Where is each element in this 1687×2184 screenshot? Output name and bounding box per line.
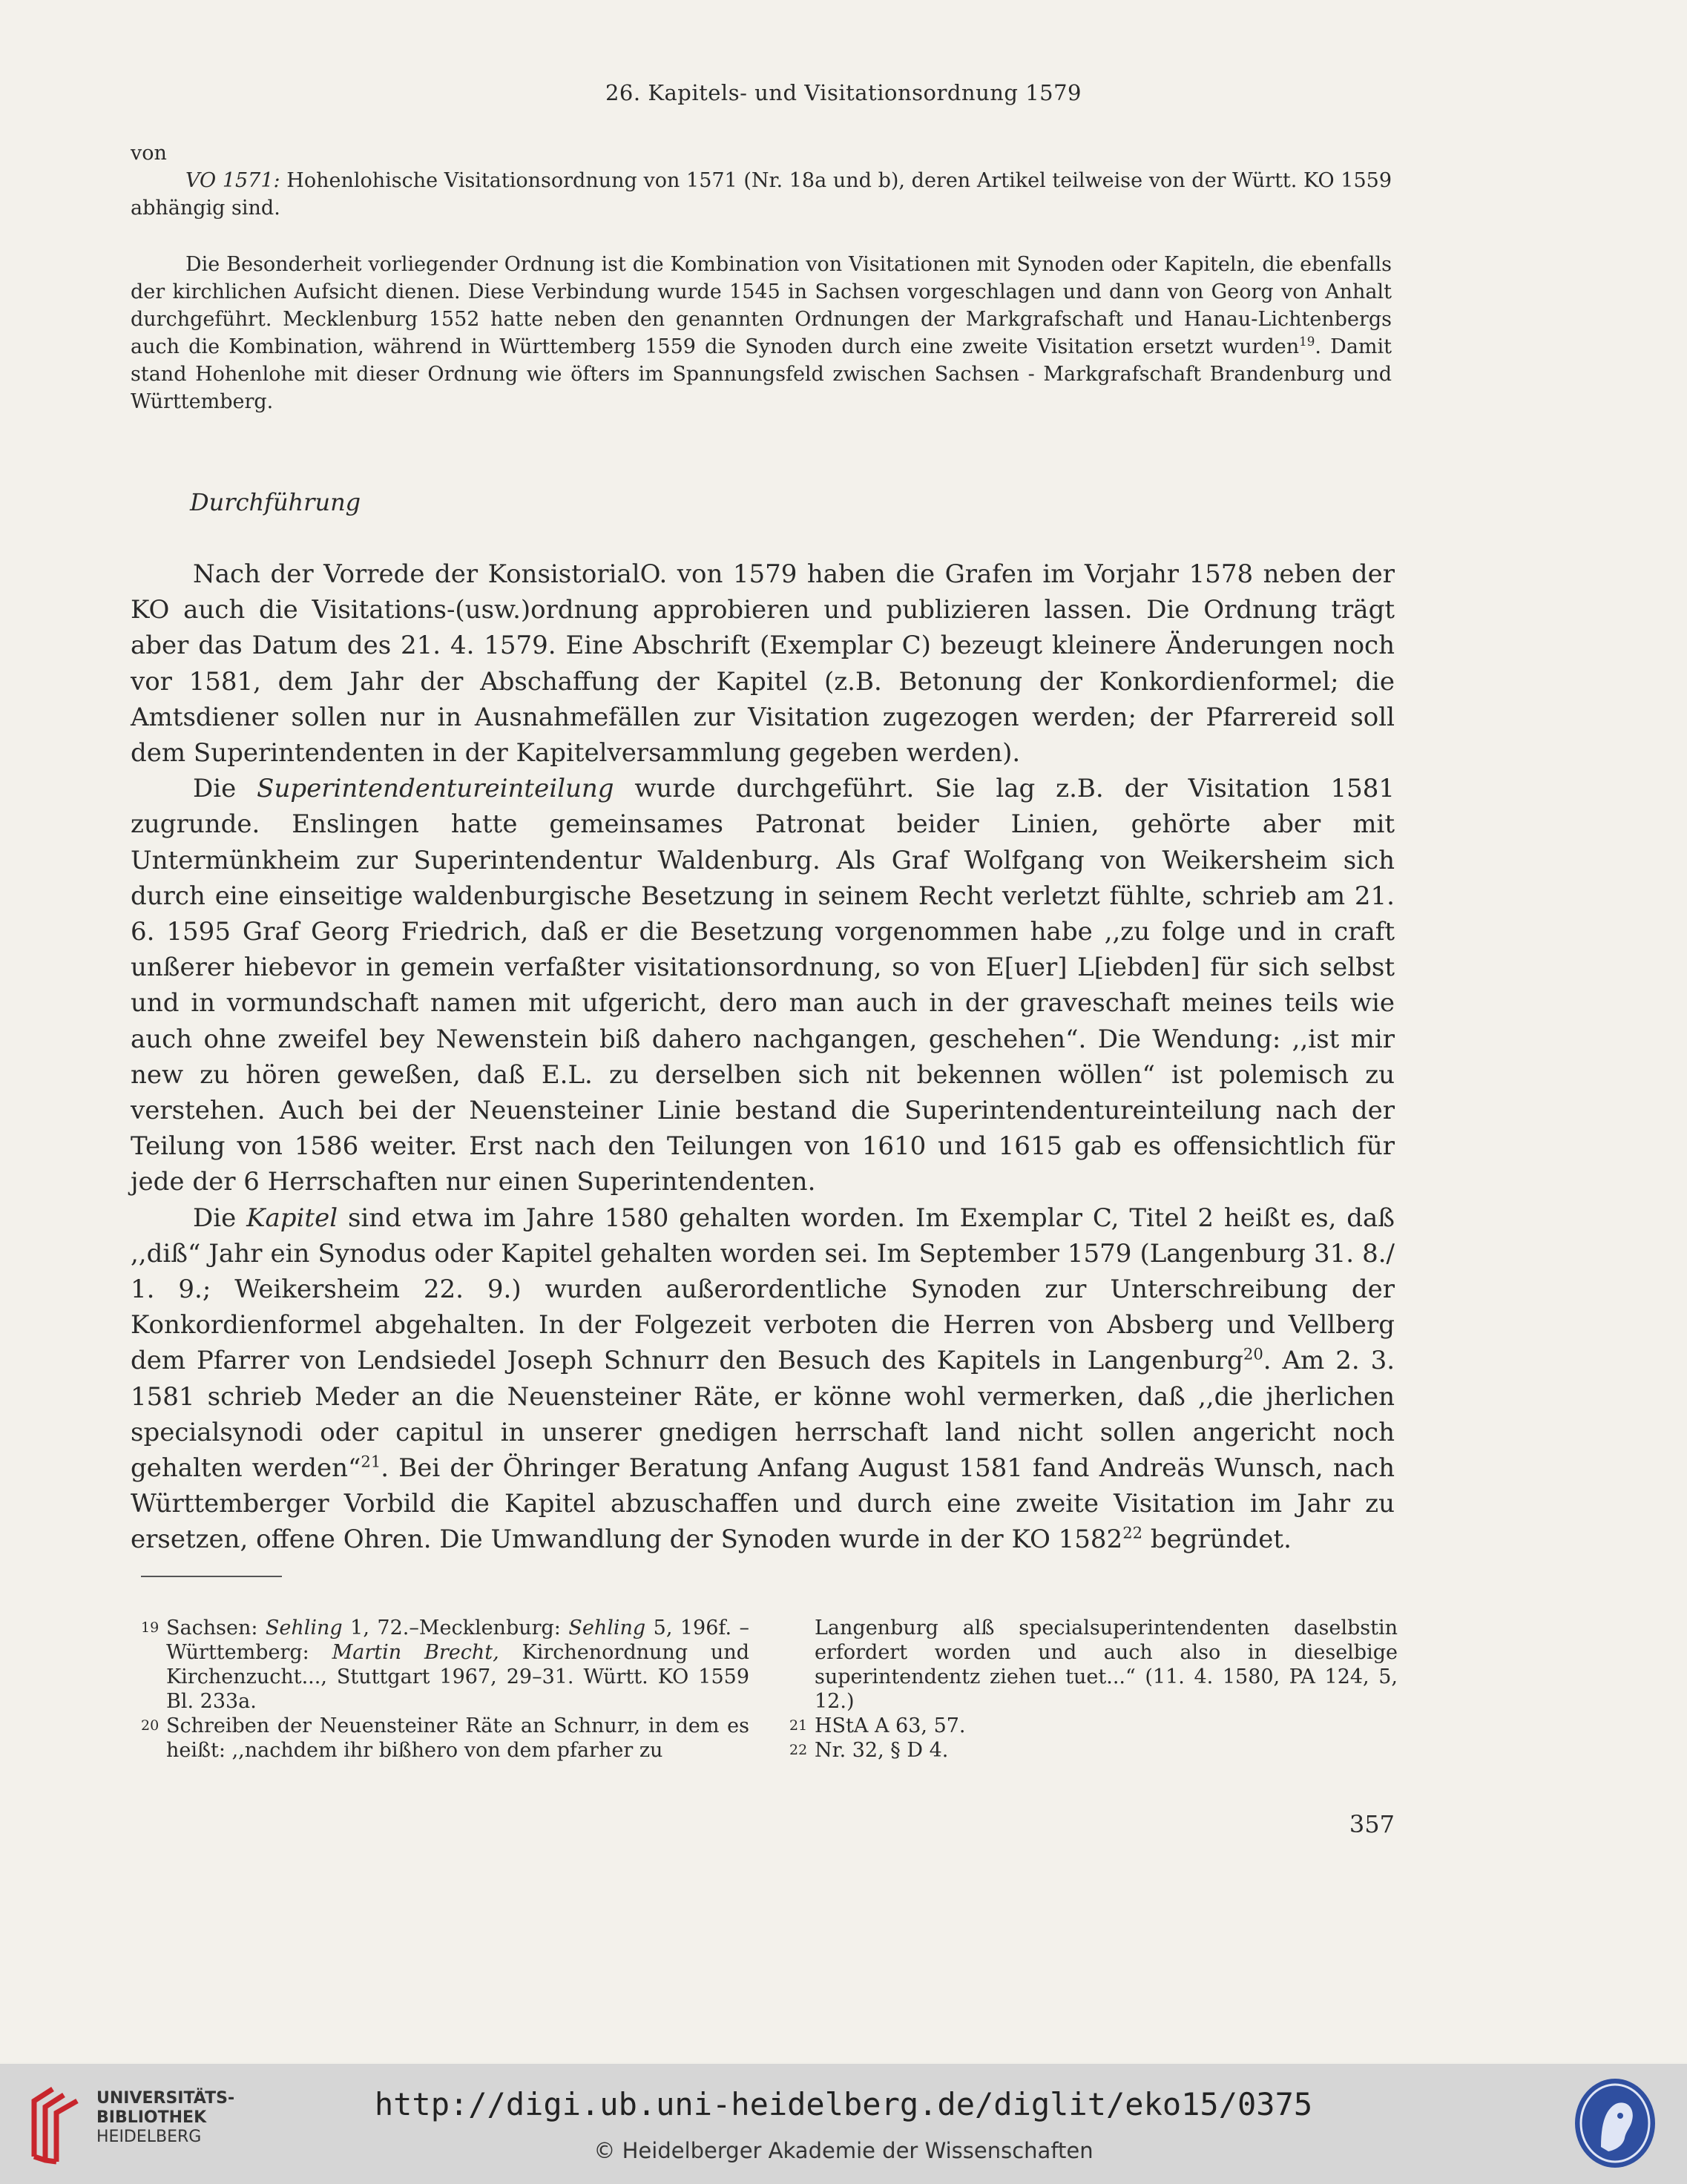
section-heading: Durchführung — [190, 488, 361, 516]
abbreviation-block — [131, 139, 1392, 222]
academy-seal-icon — [1571, 2074, 1659, 2172]
footnote-citation: Sehling — [568, 1616, 646, 1639]
running-head: 26. Kapitels- und Visitationsordnung 1579 — [605, 80, 1082, 105]
footnote-number: 20 — [141, 1717, 160, 1734]
abbreviation-intro: von — [131, 142, 167, 165]
intro-text-end: . Damit stand Hohenlohe mit dieser Ordnung wie öfters im Spannungsfeld zwischen Sachsen - Markgrafschaft Brandenburg und Württemberg. — [131, 335, 1392, 413]
footnote-ref-21: 21 — [361, 1452, 381, 1471]
footnote-text: Schreiben der Neuensteiner Räte an Schnurr, in dem es heißt: ,,nachdem ihr bißhero von dem pfarher zu — [166, 1714, 749, 1762]
footnote-21 — [789, 1714, 1398, 1738]
paragraph-text: Die — [193, 774, 257, 804]
footnotes-left-column — [141, 1616, 749, 1763]
body-paragraph-3 — [131, 1200, 1395, 1558]
footnote-text: HStA A 63, 57. — [815, 1714, 966, 1737]
body-paragraph-2 — [131, 771, 1395, 1200]
footnote-ref-22: 22 — [1122, 1524, 1143, 1543]
copyright-notice: © Heidelberger Akademie der Wissenschaften — [593, 2138, 1094, 2163]
body-paragraph-1: Nach der Vorrede der KonsistorialO. von 1579 haben die Grafen im Vorjahr 1578 neben der KO auch die Visitations-(usw.)ordnung approbieren und publizieren lassen. Die Ordnung trägt aber das Datum des 21. 4. 1579. Eine Abschrift (Exemplar C) bezeugt kleinere Änderungen noch vor 1581, dem Jahr der Abschaffung der Kapitel (z.B. Betonung der Konkordienformel; die Amtsdiener sollen nur in Ausnahmefällen zur Visitation zugezogen werden; der Pfarrereid soll dem Superintendenten in der Kapitelversammlung gegeben werden). — [131, 559, 1395, 769]
footnotes-right-column — [789, 1616, 1398, 1763]
library-name-line1: UNIVERSITÄTS- — [96, 2089, 235, 2108]
footnote-19 — [141, 1616, 749, 1714]
footnote-20 — [141, 1714, 749, 1763]
paragraph-text: . Bei der Öhringer Beratung Anfang August 1581 fand Andreäs Wunsch, nach Württemberger Vorbild die Kapitel abzuschaffen und durch eine zweite Visitation im Jahr zu ersetzen, offene Ohren. Die Umwandlung der Synoden wurde in der KO 1582 — [131, 1453, 1395, 1555]
emphasis-term: Kapitel — [246, 1203, 338, 1233]
footnote-number: 19 — [141, 1619, 160, 1636]
footnote-ref-20: 20 — [1243, 1345, 1263, 1364]
footnote-text: Kirchenordnung und Kirchenzucht..., Stuttgart 1967, 29–31. Württ. KO 1559 Bl. 233a. — [166, 1641, 749, 1713]
footnote-number: 21 — [789, 1717, 808, 1734]
paragraph-text: wurde durchgeführt. Sie lag z.B. der Visitation 1581 zugrunde. Enslingen hatte gemeinsames Patronat beider Linien, gehörte aber mit Untermünkheim zur Superintendentur Waldenburg. Als Graf Wolfgang von Weikersheim sich durch eine einseitige waldenburgische Besetzung in seinem Recht verletzt fühlte, schrieb am 21. 6. 1595 Graf Georg Friedrich, daß er die Besetzung vorgenommen habe ,,zu folge und in craft unßerer hiebevor in gemein verfaßter visitationsordnung, so von E[uer] L[iebden] für sich selbst und in vormundschaft namen mit ufgericht, dero man auch in der graveschaft meines teils wie auch ohne zweifel bey Newenstein biß dahero nachgangen, geschehen“. Die Wendung: ,,ist mir new zu hören geweßen, daß E.L. zu derselben sich nit bekennen wöllen“ ist polemisch zu verstehen. Auch bei der Neuensteiner Linie bestand die Superintendentureinteilung nach der Teilung von 1586 weiter. Erst nach den Teilungen von 1610 und 1615 gab es offensichtlich für jede der 6 Herrschaften nur einen Superintendenten. — [131, 774, 1395, 1197]
paragraph-text: . Am 2. 3. 1581 schrieb Meder an die Neuensteiner Räte, er könne wohl vermerken, daß ,,die jherlichen specialsynodi oder capitul in unserer gnedigen herrschaft land nicht sollen angericht noch gehalten werden“ — [131, 1346, 1395, 1484]
emphasis-term: Superintendentureinteilung — [257, 774, 614, 804]
intro-paragraph — [131, 251, 1392, 415]
abbreviation-entry — [131, 167, 1392, 222]
intro-text: Die Besonderheit vorliegender Ordnung ist die Kombination von Visitationen mit Synoden oder Kapiteln, die ebenfalls der kirchlichen Aufsicht dienen. Diese Verbindung wurde 1545 in Sachsen vorgeschlagen und dann von Georg von Anhalt durchgeführt. Mecklenburg 1552 hatte neben den genannten Ordnungen der Markgrafschaft und Hanau-Lichtenbergs auch die Kombination, während in Württemberg 1559 die Synoden durch eine zweite Visitation ersetzt wurden — [131, 253, 1392, 358]
footnote-author: Martin Brecht, — [332, 1641, 499, 1664]
footnote-ref-19: 19 — [1299, 334, 1315, 349]
paragraph-text: Die — [193, 1203, 247, 1233]
permalink-url[interactable]: http://digi.ub.uni-heidelberg.de/diglit/eko15/0375 — [374, 2086, 1313, 2122]
page-number: 357 — [1349, 1810, 1395, 1838]
abbreviation-description: Hohenlohische Visitationsordnung von 1571 (Nr. 18a und b), deren Artikel teilweise von der Württ. KO 1559 abhängig sind. — [131, 169, 1392, 220]
footnote-text: Sachsen: — [166, 1616, 266, 1639]
paragraph-text: begründet. — [1142, 1524, 1292, 1555]
footnote-divider — [141, 1576, 282, 1577]
footnote-text: Nr. 32, § D 4. — [815, 1739, 949, 1762]
footnote-citation: Sehling — [265, 1616, 343, 1639]
paragraph-text: sind etwa im Jahre 1580 gehalten worden. Im Exemplar C, Titel 2 heißt es, daß ,,diß“ Jahr ein Synodus oder Kapitel gehalten worden sei. Im September 1579 (Langenburg 31. 8./ 1. 9.; Weikersheim 22. 9.) wurden außerordentliche Synoden zur Unterschreibung der Konkordienformel abgehalten. In der Folgezeit verboten die Herren von Absberg und Vellberg dem Pfarrer von Lendsiedel Joseph Schnurr den Besuch des Kapitels in Langenburg — [131, 1203, 1395, 1376]
body-text — [131, 556, 1395, 1558]
footnote-22 — [789, 1738, 1398, 1763]
footnote-number: 22 — [789, 1742, 808, 1758]
footnote-20-continued: Langenburg alß specialsuperintendenten daselbstin erfordert worden und auch also in dieselbige superintendentz ziehen tuet...“ (11. 4. 1580, PA 124, 5, 12.) — [815, 1616, 1398, 1713]
library-name-line2: BIBLIOTHEK — [96, 2108, 207, 2127]
abbreviation-term: VO 1571: — [185, 169, 280, 192]
footnote-text: 1, 72.–Mecklenburg: — [342, 1616, 569, 1639]
library-name-line3: HEIDELBERG — [96, 2128, 202, 2146]
footnote-text: 5, 196f. – Württemberg: — [166, 1616, 749, 1664]
viewer-footer — [0, 2064, 1687, 2184]
